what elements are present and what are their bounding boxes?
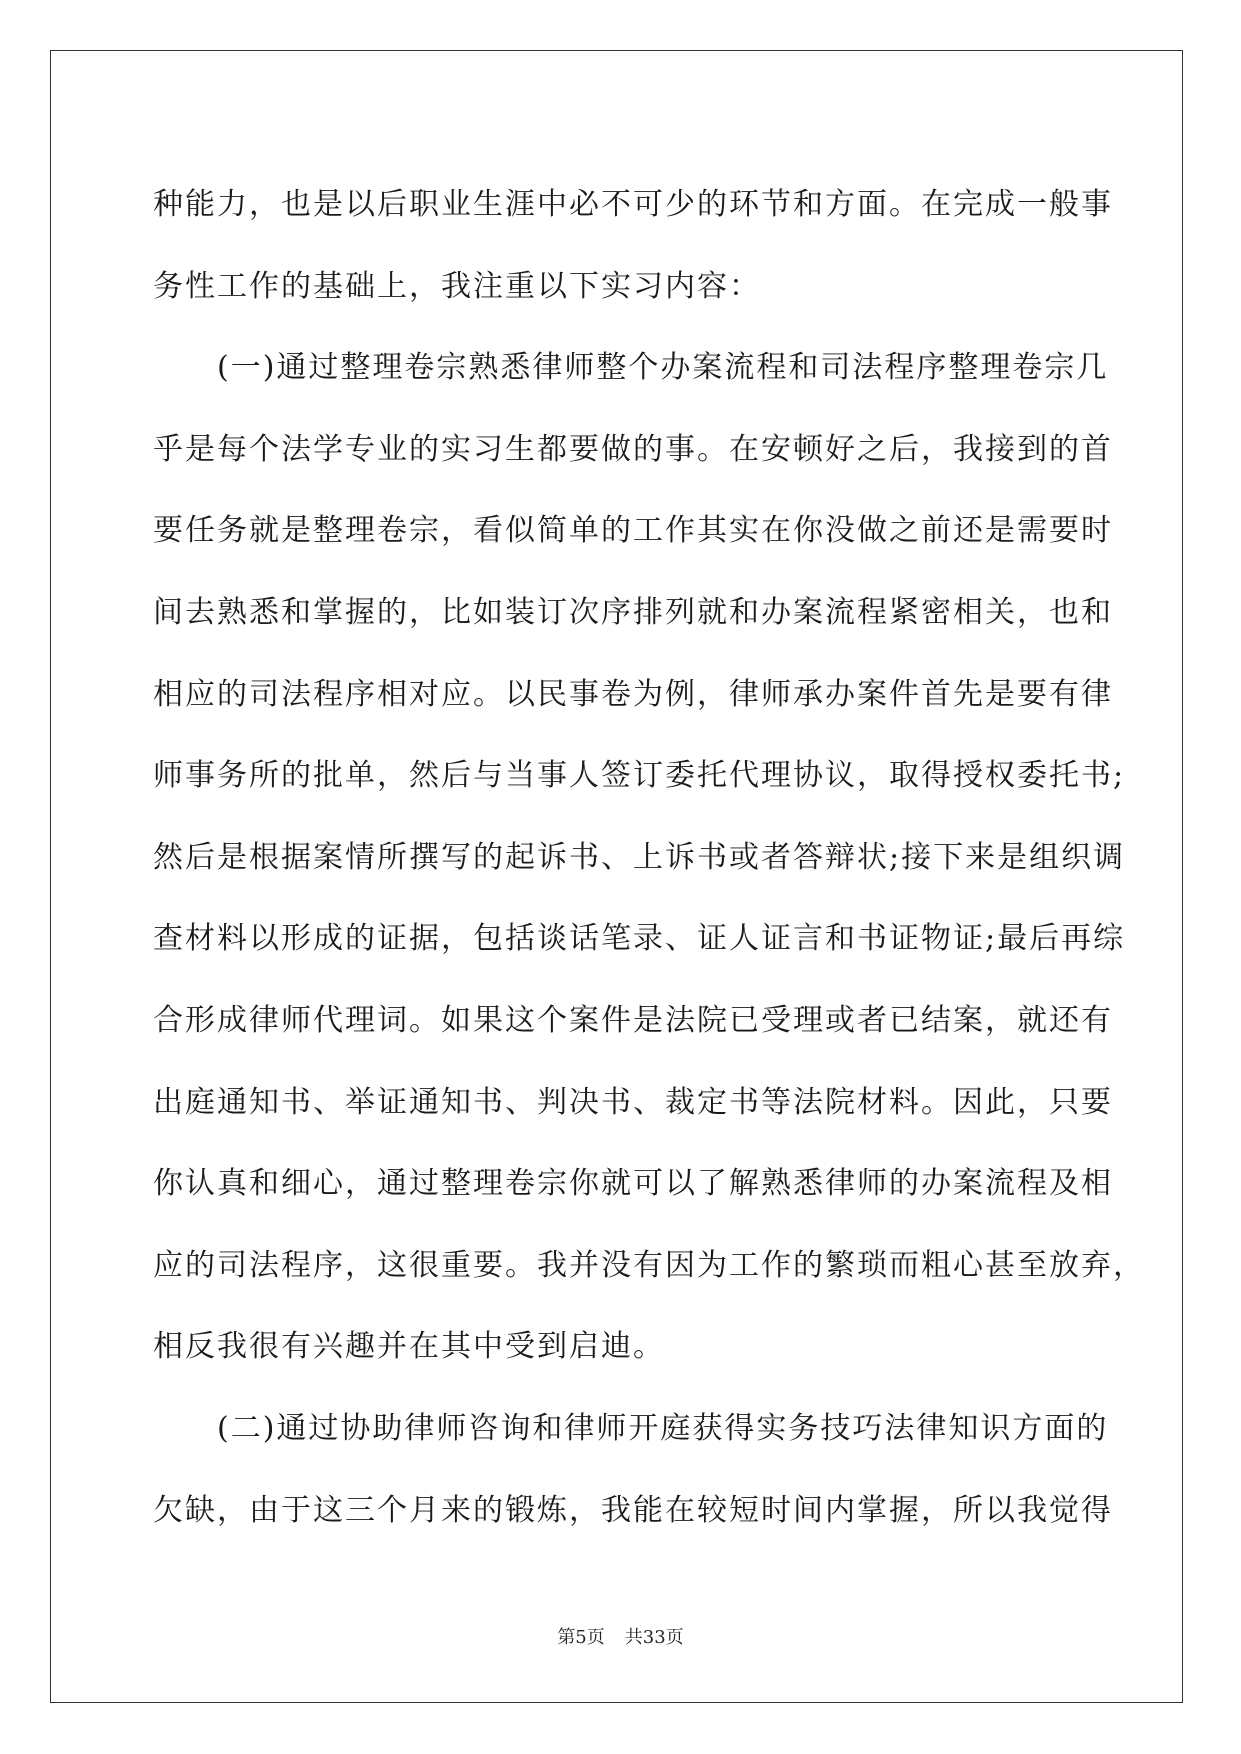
text-line: 查材料以形成的证据，包括谈话笔录、证人证言和书证物证;最后再综 [153, 921, 1126, 957]
page-footer [0, 1623, 1241, 1649]
text-line: 出庭通知书、举证通知书、判决书、裁定书等法院材料。因此，只要 [153, 1084, 1113, 1120]
text-line: 种能力，也是以后职业生涯中必不可少的环节和方面。在完成一般事 [153, 187, 1113, 222]
text-line: 务性工作的基础上，我注重以下实习内容： [153, 268, 761, 304]
text-line: 相应的司法程序相对应。以民事卷为例，律师承办案件首先是要有律 [153, 676, 1113, 712]
text-line: 间去熟悉和掌握的，比如装订次序排列就和办案流程紧密相关，也和 [153, 594, 1113, 630]
text-line: 相反我很有兴趣并在其中受到启迪。 [153, 1329, 665, 1365]
text-line: (二)通过协助律师咨询和律师开庭获得实务技巧法律知识方面的 [153, 1410, 1109, 1446]
document-body [153, 164, 1145, 1551]
page-number: 第5页 [557, 1627, 605, 1648]
text-line: 合形成律师代理词。如果这个案件是法院已受理或者已结案，就还有 [153, 1002, 1113, 1038]
text-line: 应的司法程序，这很重要。我并没有因为工作的繁琐而粗心甚至放弃， [153, 1247, 1145, 1283]
text-line: 你认真和细心，通过整理卷宗你就可以了解熟悉律师的办案流程及相 [153, 1166, 1113, 1202]
text-line: (一)通过整理卷宗熟悉律师整个办案流程和司法程序整理卷宗几 [153, 350, 1109, 386]
page-total: 共33页 [624, 1627, 684, 1648]
text-line: 乎是每个法学专业的实习生都要做的事。在安顿好之后，我接到的首 [153, 431, 1113, 467]
text-line: 师事务所的批单，然后与当事人签订委托代理协议，取得授权委托书; [153, 758, 1126, 794]
text-line: 然后是根据案情所撰写的起诉书、上诉书或者答辩状;接下来是组织调 [153, 839, 1126, 875]
text-line: 要任务就是整理卷宗，看似简单的工作其实在你没做之前还是需要时 [153, 513, 1113, 549]
text-line: 欠缺，由于这三个月来的锻炼，我能在较短时间内掌握，所以我觉得 [153, 1492, 1113, 1528]
